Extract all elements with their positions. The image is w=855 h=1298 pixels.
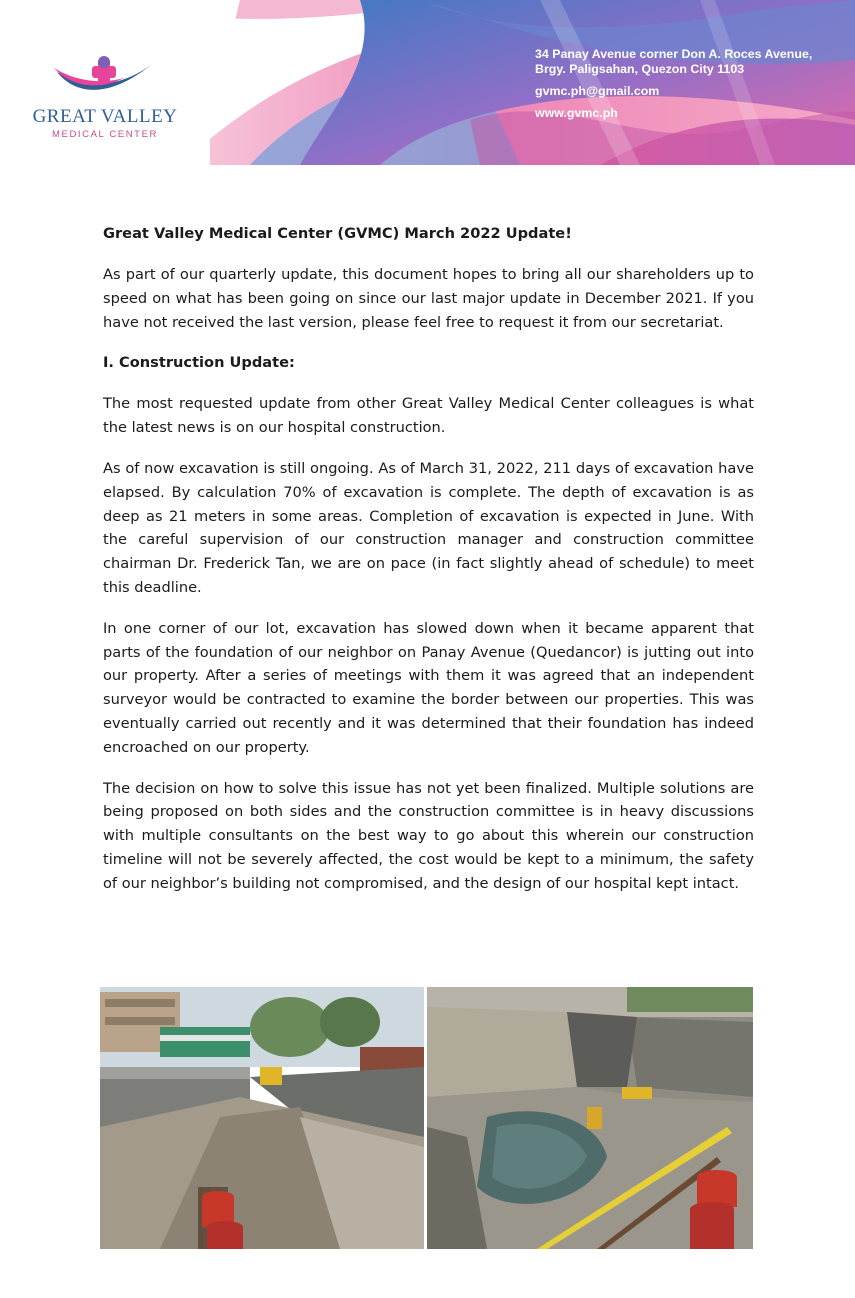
excavation-photo-right	[427, 987, 753, 1249]
construction-photos	[100, 987, 753, 1249]
paragraph: As of now excavation is still ongoing. As of March 31, 2022, 211 days of excavation have elapsed. By calculation 70% of excavation is complete. The depth of excavation is as deep as 21 meters in some areas. Completion of excavation is expected in June. With the careful supervision of our construction manager and construction committee chairman Dr. Frederick Tan, we are on pace (in fact slightly ahead of schedule) to meet this deadline.	[103, 459, 754, 596]
excavation-photo-left	[100, 987, 424, 1249]
heart-cross-logo-icon	[52, 52, 162, 102]
paragraph: The decision on how to solve this issue has not yet been finalized. Multiple solutions are being proposed on both sides and the construction committee is in heavy discussions with multiple consultants on the best way to go about this wherein our construction timeline will not be severely affected, the cost would be kept to a minimum, the safety of our neighbor’s building not compromised, and the design of our hospital kept intact.	[103, 779, 754, 892]
excavation-site-image	[100, 987, 424, 1249]
letterhead	[0, 0, 855, 165]
paragraph: The most requested update from other Great Valley Medical Center colleagues is what the latest news is on our hospital construction.	[103, 395, 754, 437]
gvmc-logo	[30, 52, 180, 147]
contact-block	[535, 47, 812, 121]
excavation-pit-image	[427, 987, 753, 1249]
intro-paragraph: As part of our quarterly update, this document hopes to bring all our shareholders up to speed on what has been going on since our last major update in December 2021. If you have not received the last version, please feel free to request it from our secretariat.	[103, 266, 754, 331]
email-address[interactable]: gvmc.ph@gmail.com	[535, 84, 660, 98]
section-heading: I. Construction Update:	[103, 354, 295, 372]
paragraph: In one corner of our lot, excavation has slowed down when it became apparent that parts of the foundation of our neighbor on Panay Avenue (Quedancor) is jutting out into our property. After a series of meetings with them it was agreed that an independent surveyor would be contracted to examine the border between our properties. This was eventually carried out recently and it was determined that their foundation has indeed encroached on our property.	[103, 619, 754, 756]
logo-name: GREAT VALLEY	[32, 106, 178, 127]
website-link[interactable]: www.gvmc.ph	[535, 106, 618, 120]
logo-subtitle: MEDICAL CENTER	[52, 129, 158, 140]
document-title: Great Valley Medical Center (GVMC) March 2022 Update!	[103, 225, 572, 242]
address-line-2: Brgy. Paligsahan, Quezon City 1103	[535, 62, 745, 76]
document-body	[103, 222, 754, 913]
address-line-1: 34 Panay Avenue corner Don A. Roces Avenue,	[535, 47, 813, 61]
